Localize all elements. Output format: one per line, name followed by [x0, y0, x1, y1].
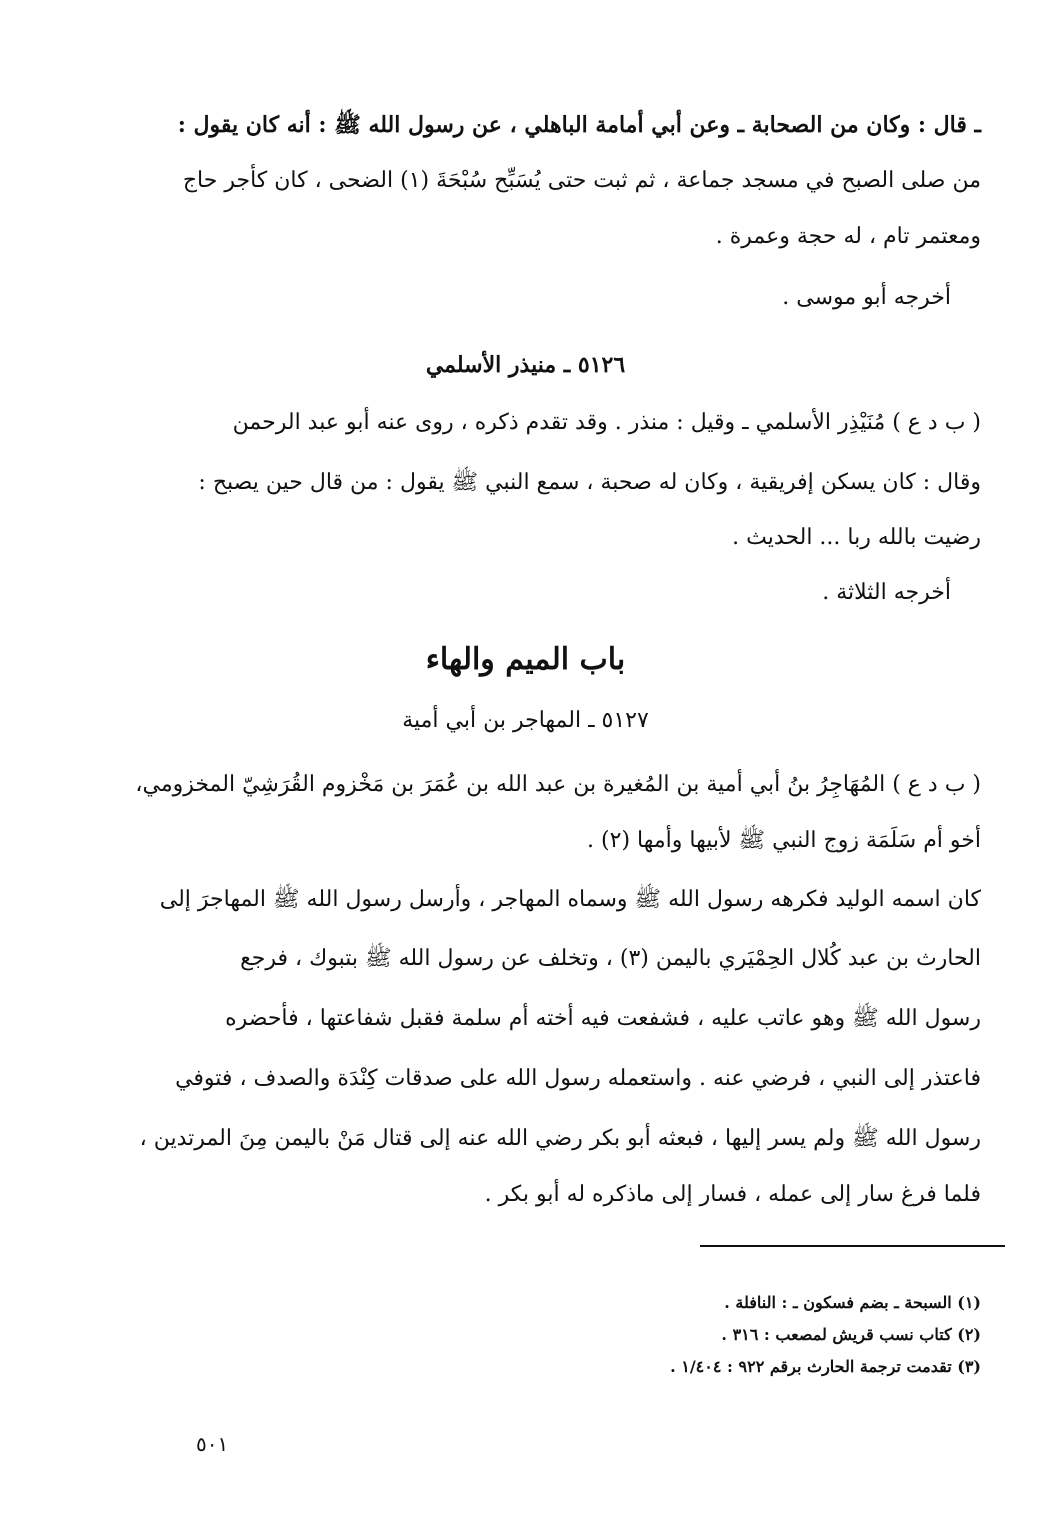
text-line: فلما فرغ سار إلى عمله ، فسار إلى ماذكره له أبو بكر . [484, 1182, 981, 1207]
text-line: رسول الله ﷺ ولم يسر إليها ، فبعثه أبو بكر رضي الله عنه إلى قتال مَنْ باليمن مِنَ المرتدين ، [139, 1126, 981, 1151]
text-line: ومعتمر تام ، له حجة وعمرة . [715, 224, 981, 249]
text-line: ( ب د ع ) مُنَيْذِر الأسلمي ـ وقيل : منذر . وقد تقدم ذكره ، روى عنه أبو عبد الرحمن [232, 410, 981, 435]
text-line: من صلى الصبح في مسجد جماعة ، ثم ثبت حتى يُسَبِّح سُبْحَةَ (١) الضحى ، كان كأجر حاج [182, 168, 981, 193]
chapter-heading: باب الميم والهاء [425, 642, 626, 677]
text-line: الحارث بن عبد كُلال الحِمْيَري باليمن (٣) ، وتخلف عن رسول الله ﷺ بتبوك ، فرجع [240, 946, 981, 971]
text-line: وقال : كان يسكن إفريقية ، وكان له صحبة ، سمع النبي ﷺ يقول : من قال حين يصبح : [198, 470, 981, 495]
footnote: (٢) كتاب نسب قريش لمصعب : ٣١٦ . [721, 1325, 981, 1344]
text-line: رضيت بالله ربا ... الحديث . [732, 525, 981, 550]
page-number: ٥٠١ [196, 1432, 229, 1456]
entry-heading-5126: ٥١٢٦ ـ منيذر الأسلمي [425, 352, 626, 378]
footnote: (٣) تقدمت ترجمة الحارث برقم ٩٢٢ : ١/٤٠٤ . [670, 1357, 981, 1376]
text-line: أخرجه أبو موسى . [782, 285, 951, 310]
text-line: ( ب د ع ) المُهَاجِرُ بنُ أبي أمية بن المُغيرة بن عبد الله بن عُمَرَ بن مَخْزوم القُرَشِيّ المخزومي، [135, 772, 981, 797]
text-line: ـ قال : وكان من الصحابة ـ وعن أبي أمامة الباهلي ، عن رسول الله ﷺ : أنه كان يقول : [177, 112, 981, 138]
entry-heading-5127: ٥١٢٧ ـ المهاجر بن أبي أمية [402, 708, 649, 733]
text-line: فاعتذر إلى النبي ، فرضي عنه . واستعمله رسول الله على صدقات كِنْدَة والصدف ، فتوفي [175, 1066, 981, 1091]
text-line: أخرجه الثلاثة . [822, 580, 951, 605]
text-line: رسول الله ﷺ وهو عاتب عليه ، فشفعت فيه أخته أم سلمة فقبل شفاعتها ، فأحضره [225, 1006, 981, 1031]
footnote: (١) السبحة ـ بضم فسكون ـ : النافلة . [724, 1293, 981, 1312]
text-line: أخو أم سَلَمَة زوج النبي ﷺ لأبيها وأمها (٢) . [587, 828, 981, 853]
footnote-divider [700, 1245, 1005, 1247]
text-line: كان اسمه الوليد فكرهه رسول الله ﷺ وسماه المهاجر ، وأرسل رسول الله ﷺ المهاجرَ إلى [159, 887, 981, 912]
